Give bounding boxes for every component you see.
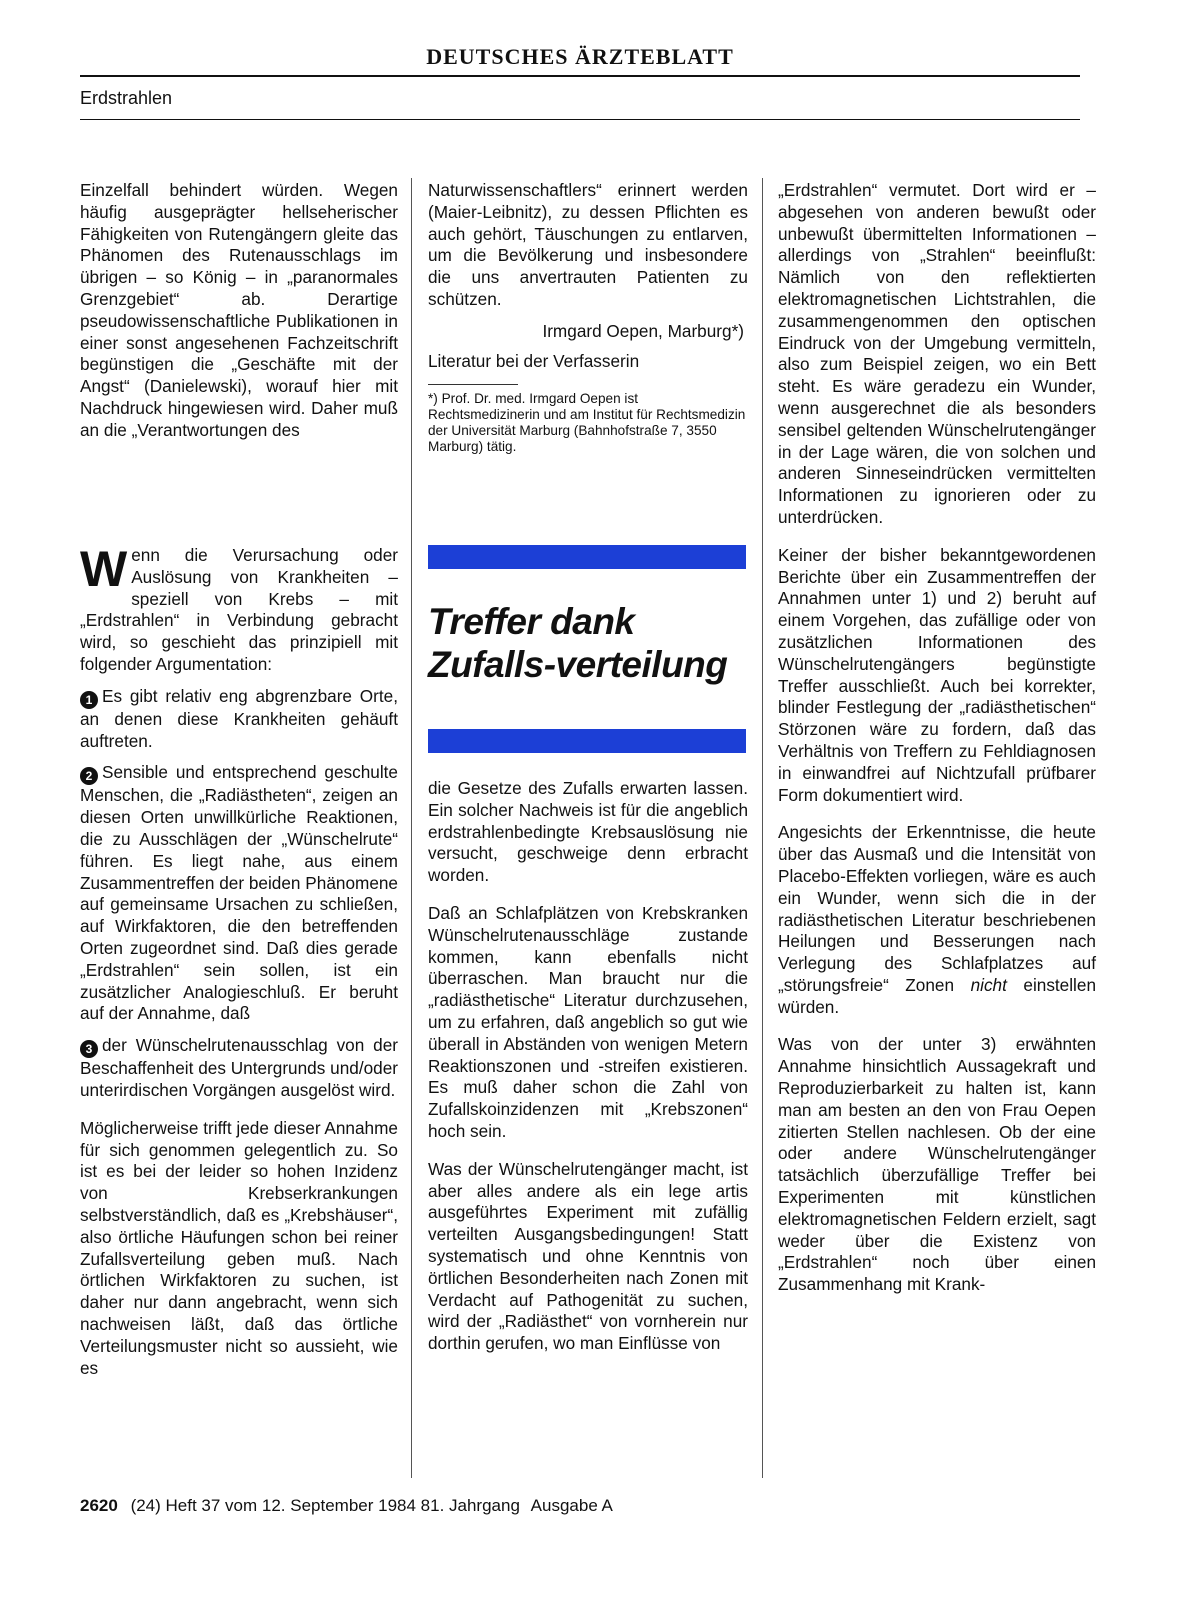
column-divider [762,178,763,1478]
literature-note: Literatur bei der Verfasserin [428,350,640,371]
article-headline: Treffer dank Zufalls-verteilung [428,601,728,685]
number-2-icon: 2 [80,767,98,785]
list-item-text: Es gibt relativ eng abgrenzbare Orte, an denen diese Krankheiten gehäuft auftreten. [80,685,398,751]
paragraph: die Gesetze des Zufalls erwarten lassen. Ein solcher Nachweis ist für die angeblich erdstrahlenbedingte Krebsauslösung nie versucht, geschweige denn erbracht worden. [428,778,748,886]
paragraph: Was der Wünschelrutengänger macht, ist aber alles andere als ein lege artis ausgeführtes Experiment mit zufällig verteilten Ausgangsbedingungen! Statt systematisch und ohne Kenntnis von örtlichen Besonderheiten nach Zonen mit Verdacht auf Pathogenität zu suchen, wird der „Radiästhet“ von vornherein nur dorthin gerufen, wo man Einflüsse von [428,1158,748,1354]
edition: Ausgabe A [530,1496,613,1515]
list-item-text: Sensible und entsprechend geschulte Menschen, die „Radiästheten“, zeigen an diesen Orten unwillkürliche Reaktionen, die zu Ausschlägen der „Wünschelrute“ führen. Es liegt nahe, aus einem Zusammentreffen der beiden Phänomene auf gemeinsame Ursachen zu schließen, auf Wirkfaktoren, die den betreffenden Orten zugeordnet sind. Daß dies gerade „Erdstrahlen“ sein sollen, ist ein zusätzlicher Analogieschluß. Er beruht auf der Annahme, daß [80,762,398,1024]
intro-text: enn die Verursachung oder Auslösung von Krankheiten – speziell von Krebs – mit „Erdstrahlen“ in Verbindung gebracht wird, so geschieht das prinzipiell mit folgender Argumentation: [80,545,398,674]
previous-article-col1 [80,180,398,452]
accent-bar-top [428,545,746,569]
drop-cap: W [80,541,128,597]
previous-article-col2 [428,180,748,455]
paragraph: Einzelfall behindert würden. Wegen häufig ausgeprägter hellseherischer Fähigkeiten von Rutengängern gleite das Phänomen des Rutenausschlags im übrigen – so König – in „paranormales Grenzgebiet“ ab. Derartige pseudowissenschaftliche Publikationen in einer sonst angesehenen Fachzeitschrift begünstigen die „Geschäfte mit der Angst“ (Danielewski), worauf hier mit Nachdruck hingewiesen wird. Daher muß an die „Verantwortungen des [80,180,398,440]
paragraph: Keiner der bisher bekanntgewordenen Berichte über ein Zusammentreffen der Annahmen unter 1) und 2) beruht auf einem Vorgehen, das zufällige oder von zusätzlichen Informationen des Wünschelrutengängers begünstigte Treffer ausschließt. Auch bei korrekter, blinder Festlegung der „radiästhetischen“ Störzonen wäre zu fordern, daß das Verhältnis von Treffern zu Fehldiagnosen in einwandfrei auf Nichtzufall prüfbarer Form dokumentiert wird. [778,544,1096,805]
list-item-2 [80,762,398,1025]
paragraph-text: Angesichts der Erkenntnisse, die heute über das Ausmaß und die Intensität von Placebo-Effekten vorliegen, wäre es auch ein Wunder, wenn sich die in der radiästhetischen Literatur beschriebenen Heilungen und Besserungen nach Verlegung des Schlafplatzes auf „störungsfreie“ Zonen [778,822,1096,995]
accent-bar-bottom [428,729,746,753]
paragraph [778,822,1096,1018]
paragraph: Möglicherweise trifft jede dieser Annahme für sich genommen gelegentlich zu. So ist es bei der leider so hohen Inzidenz von Krebserkrankungen selbstverständlich, daß es „Krebshäuser“, also örtliche Häufungen schon bei reiner Zufallsverteilung geben muß. Nach örtlichen Wirkfaktoren zu suchen, ist daher nur dann angebracht, wenn sich nachweisen läßt, daß das örtliche Verteilungsmuster nicht so aussieht, wie es [80,1117,398,1378]
footnote: *) Prof. Dr. med. Irmgard Oepen ist Rechtsmedizinerin und am Institut für Rechtsmedizin der Universität Marburg (Bahnhofstraße 7, 3550 Marburg) tätig. [428,391,746,455]
paragraph: Naturwissenschaftlers“ erinnert werden (Maier-Leibnitz), zu dessen Pflichten es auch gehört, Täuschungen zu entlarven, um die Bevölkerung und insbesondere die uns anvertrauten Patienten zu schützen. [428,180,748,309]
intro-paragraph [80,541,398,676]
masthead: DEUTSCHES ÄRZTEBLATT [426,44,734,69]
article-col3 [778,180,1096,1306]
section-label: Erdstrahlen [80,88,173,108]
page-footer [80,1496,613,1516]
number-1-icon: 1 [80,691,98,709]
masthead-rule [80,75,1080,77]
author-signature: Irmgard Oepen, Marburg*) [542,320,744,341]
article-col2 [428,778,748,1365]
emphasis: nicht [970,974,1007,995]
paragraph-text: einstellen würden. [778,974,1096,1017]
paragraph: Was von der unter 3) erwähnten Annahme hinsichtlich Aussagekraft und Reproduzierbarkeit zu halten ist, kann man am besten an den von Frau Oepen zitierten Stellen nachlesen. Ob der eine oder andere Wünschelrutengänger tatsächlich überzufällige Treffer bei Experimenten mit künstlichen elektromagnetischen Feldern erzielt, sagt weder über die Existenz von „Erdstrahlen“ noch über einen Zusammenhang mit Krank- [778,1034,1096,1295]
list-item-3 [80,1035,398,1102]
footnote-rule [428,384,518,385]
issue-info: (24) Heft 37 vom 12. September 1984 81. Jahrgang [130,1496,520,1515]
column-divider [411,178,412,1478]
paragraph: Daß an Schlafplätzen von Krebskranken Wünschelrutenausschläge zustande kommen, kann ebenfalls nicht überraschen. Man braucht nur die „radiästhetische“ Literatur durchzusehen, um zu erfahren, daß angeblich so gut wie überall in Abständen von wenigen Metern Reaktionszonen und -streifen existieren. Es muß daher schon die Zahl von Zufallskoinzidenzen mit „Krebszonen“ hoch sein. [428,902,748,1141]
article-col1 [80,541,398,1389]
page-number: 2620 [80,1496,118,1515]
list-item-1 [80,686,398,753]
number-3-icon: 3 [80,1040,98,1058]
header-rule [80,119,1080,120]
paragraph: „Erdstrahlen“ vermutet. Dort wird er – abgesehen von anderen bewußt oder unbewußt übermittelten Informationen – allerdings von „Strahlen“ beeinflußt: Nämlich von den reflektierten elektromagnetischen Lichtstrahlen, die zusammengenommen den optischen Eindruck von der Umgebung vermitteln, also zum Beispiel zeigen, wo ein Bett steht. Es wäre geradezu ein Wunder, wenn ausgerechnet die als besonders sensibel geltenden Wünschelrutengänger in der Lage wären, die von solchen und anderen Sinneseindrücken vermittelten Informationen zu ignorieren oder zu unterdrücken. [778,180,1096,527]
list-item-text: der Wünschelrutenausschlag von der Beschaffenheit des Untergrunds und/oder unterirdischen Vorgängen ausgelöst wird. [80,1035,398,1100]
